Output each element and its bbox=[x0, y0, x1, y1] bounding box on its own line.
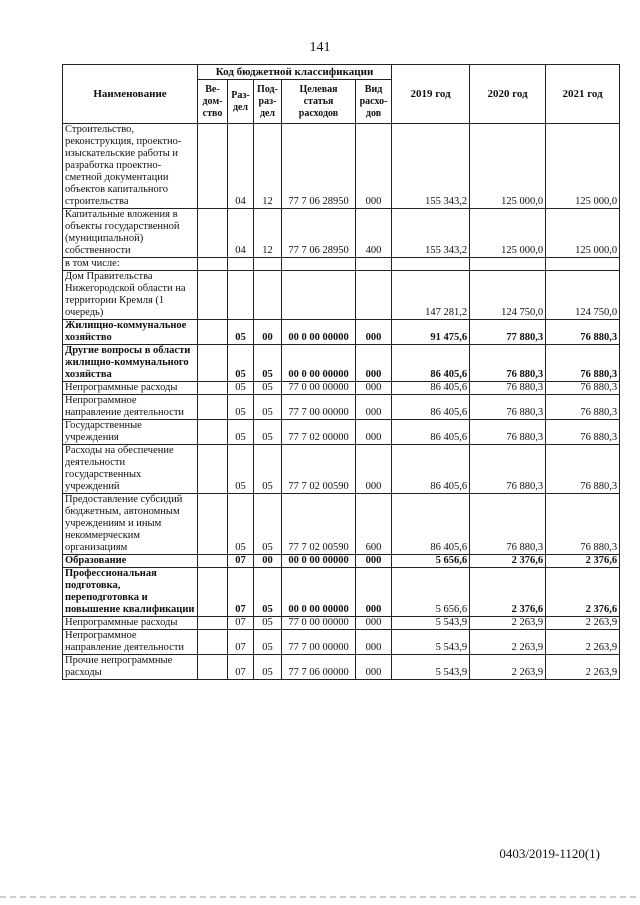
podrazdel-cell: 05 bbox=[254, 445, 282, 494]
row-name-cell: Непрограммные расходы bbox=[63, 617, 198, 630]
year-2019-cell bbox=[392, 258, 470, 271]
podrazdel-cell: 00 bbox=[254, 555, 282, 568]
year-2021-cell: 76 880,3 bbox=[546, 445, 620, 494]
year-2020-cell: 76 880,3 bbox=[470, 494, 546, 555]
target-article-cell: 77 7 02 00590 bbox=[282, 494, 356, 555]
podrazdel-cell: 00 bbox=[254, 320, 282, 345]
year-2019-cell: 86 405,6 bbox=[392, 494, 470, 555]
table-row bbox=[63, 630, 620, 655]
row-name-cell: Образование bbox=[63, 555, 198, 568]
row-name-cell: Непрограммные расходы bbox=[63, 382, 198, 395]
vedomstvo-cell bbox=[198, 445, 228, 494]
expense-type-cell: 000 bbox=[356, 124, 392, 209]
podrazdel-cell: 05 bbox=[254, 617, 282, 630]
podrazdel-cell: 05 bbox=[254, 382, 282, 395]
expense-type-cell: 000 bbox=[356, 395, 392, 420]
vedomstvo-cell bbox=[198, 655, 228, 680]
year-2019-cell: 5 543,9 bbox=[392, 617, 470, 630]
year-2020-cell: 2 376,6 bbox=[470, 555, 546, 568]
year-2019-cell: 86 405,6 bbox=[392, 395, 470, 420]
year-2021-cell: 2 263,9 bbox=[546, 630, 620, 655]
header-year-2020: 2020 год bbox=[470, 65, 546, 124]
year-2019-cell: 86 405,6 bbox=[392, 420, 470, 445]
row-name-cell: Непрограммное направление деятельности bbox=[63, 630, 198, 655]
header-year-2021: 2021 год bbox=[546, 65, 620, 124]
row-name-cell: Профессиональная подготовка, переподготовка и повышение квалификации bbox=[63, 568, 198, 617]
year-2019-cell: 5 543,9 bbox=[392, 655, 470, 680]
podrazdel-cell: 05 bbox=[254, 494, 282, 555]
year-2020-cell bbox=[470, 258, 546, 271]
year-2020-cell: 76 880,3 bbox=[470, 345, 546, 382]
year-2021-cell: 2 263,9 bbox=[546, 655, 620, 680]
row-name-cell: Государственные учреждения bbox=[63, 420, 198, 445]
podrazdel-cell: 05 bbox=[254, 345, 282, 382]
target-article-cell bbox=[282, 258, 356, 271]
expense-type-cell bbox=[356, 258, 392, 271]
table-row bbox=[63, 345, 620, 382]
razdel-cell bbox=[228, 271, 254, 320]
expense-type-cell: 000 bbox=[356, 630, 392, 655]
year-2021-cell bbox=[546, 258, 620, 271]
podrazdel-cell bbox=[254, 258, 282, 271]
expense-type-cell: 000 bbox=[356, 568, 392, 617]
year-2020-cell: 2 263,9 bbox=[470, 655, 546, 680]
podrazdel-cell: 05 bbox=[254, 655, 282, 680]
scan-edge-line bbox=[0, 896, 640, 898]
expense-type-cell: 000 bbox=[356, 617, 392, 630]
year-2021-cell: 76 880,3 bbox=[546, 420, 620, 445]
expense-type-cell: 000 bbox=[356, 382, 392, 395]
vedomstvo-cell bbox=[198, 271, 228, 320]
razdel-cell: 04 bbox=[228, 124, 254, 209]
expense-type-cell: 000 bbox=[356, 555, 392, 568]
expense-type-cell: 000 bbox=[356, 445, 392, 494]
year-2021-cell: 76 880,3 bbox=[546, 320, 620, 345]
target-article-cell bbox=[282, 271, 356, 320]
target-article-cell: 00 0 00 00000 bbox=[282, 320, 356, 345]
table-row bbox=[63, 494, 620, 555]
expense-type-cell: 400 bbox=[356, 209, 392, 258]
year-2019-cell: 155 343,2 bbox=[392, 209, 470, 258]
year-2019-cell: 86 405,6 bbox=[392, 382, 470, 395]
year-2020-cell: 76 880,3 bbox=[470, 445, 546, 494]
razdel-cell: 05 bbox=[228, 382, 254, 395]
table-body bbox=[63, 124, 620, 680]
razdel-cell: 05 bbox=[228, 494, 254, 555]
year-2021-cell: 124 750,0 bbox=[546, 271, 620, 320]
target-article-cell: 77 7 02 00590 bbox=[282, 445, 356, 494]
row-name-cell: Прочие непрограммные расходы bbox=[63, 655, 198, 680]
year-2019-cell: 86 405,6 bbox=[392, 345, 470, 382]
page-number: 141 bbox=[309, 40, 331, 55]
table-row bbox=[63, 124, 620, 209]
header-podrazdel: Под- раз- дел bbox=[254, 80, 282, 124]
razdel-cell: 07 bbox=[228, 555, 254, 568]
razdel-cell: 05 bbox=[228, 345, 254, 382]
vedomstvo-cell bbox=[198, 345, 228, 382]
razdel-cell: 07 bbox=[228, 617, 254, 630]
year-2020-cell: 76 880,3 bbox=[470, 382, 546, 395]
target-article-cell: 77 7 02 00000 bbox=[282, 420, 356, 445]
row-name-cell: Жилищно-коммунальное хозяйство bbox=[63, 320, 198, 345]
row-name-cell: Дом Правительства Нижегородской области на территории Кремля (1 очередь) bbox=[63, 271, 198, 320]
year-2020-cell: 77 880,3 bbox=[470, 320, 546, 345]
year-2019-cell: 5 543,9 bbox=[392, 630, 470, 655]
expense-type-cell: 000 bbox=[356, 420, 392, 445]
row-name-cell: Капитальные вложения в объекты государственной (муниципальной) собственности bbox=[63, 209, 198, 258]
table-row bbox=[63, 320, 620, 345]
year-2020-cell: 2 376,6 bbox=[470, 568, 546, 617]
razdel-cell: 05 bbox=[228, 445, 254, 494]
expense-type-cell: 600 bbox=[356, 494, 392, 555]
expense-type-cell: 000 bbox=[356, 320, 392, 345]
target-article-cell: 77 0 00 00000 bbox=[282, 617, 356, 630]
year-2020-cell: 2 263,9 bbox=[470, 630, 546, 655]
target-article-cell: 00 0 00 00000 bbox=[282, 568, 356, 617]
year-2021-cell: 125 000,0 bbox=[546, 209, 620, 258]
year-2019-cell: 86 405,6 bbox=[392, 445, 470, 494]
year-2019-cell: 5 656,6 bbox=[392, 555, 470, 568]
vedomstvo-cell bbox=[198, 568, 228, 617]
row-name-cell: Другие вопросы в области жилищно-коммунального хозяйства bbox=[63, 345, 198, 382]
year-2021-cell: 76 880,3 bbox=[546, 382, 620, 395]
year-2019-cell: 91 475,6 bbox=[392, 320, 470, 345]
vedomstvo-cell bbox=[198, 617, 228, 630]
table-row bbox=[63, 258, 620, 271]
podrazdel-cell: 12 bbox=[254, 124, 282, 209]
razdel-cell: 07 bbox=[228, 655, 254, 680]
year-2021-cell: 2 376,6 bbox=[546, 555, 620, 568]
table-row bbox=[63, 382, 620, 395]
vedomstvo-cell bbox=[198, 382, 228, 395]
vedomstvo-cell bbox=[198, 395, 228, 420]
header-razdel: Раз- дел bbox=[228, 80, 254, 124]
vedomstvo-cell bbox=[198, 124, 228, 209]
header-budget-code: Код бюджетной классификации bbox=[198, 65, 392, 80]
table-row bbox=[63, 555, 620, 568]
vedomstvo-cell bbox=[198, 320, 228, 345]
vedomstvo-cell bbox=[198, 258, 228, 271]
table-row bbox=[63, 209, 620, 258]
year-2021-cell: 76 880,3 bbox=[546, 345, 620, 382]
table-row bbox=[63, 655, 620, 680]
year-2021-cell: 125 000,0 bbox=[546, 124, 620, 209]
vedomstvo-cell bbox=[198, 630, 228, 655]
vedomstvo-cell bbox=[198, 494, 228, 555]
razdel-cell: 05 bbox=[228, 420, 254, 445]
target-article-cell: 77 7 00 00000 bbox=[282, 630, 356, 655]
expense-type-cell: 000 bbox=[356, 655, 392, 680]
target-article-cell: 77 0 00 00000 bbox=[282, 382, 356, 395]
table-row bbox=[63, 568, 620, 617]
razdel-cell: 05 bbox=[228, 320, 254, 345]
razdel-cell bbox=[228, 258, 254, 271]
table-row bbox=[63, 445, 620, 494]
podrazdel-cell: 12 bbox=[254, 209, 282, 258]
podrazdel-cell: 05 bbox=[254, 420, 282, 445]
podrazdel-cell: 05 bbox=[254, 568, 282, 617]
document-code: 0403/2019-1120(1) bbox=[499, 846, 600, 861]
row-name-cell: Предоставление субсидий бюджетным, автономным учреждениям и иным некоммерческим организациям bbox=[63, 494, 198, 555]
row-name-cell: Расходы на обеспечение деятельности государственных учреждений bbox=[63, 445, 198, 494]
table-row bbox=[63, 617, 620, 630]
row-name-cell: Непрограммное направление деятельности bbox=[63, 395, 198, 420]
year-2021-cell: 2 376,6 bbox=[546, 568, 620, 617]
year-2021-cell: 76 880,3 bbox=[546, 494, 620, 555]
table-row bbox=[63, 271, 620, 320]
row-name-cell: в том числе: bbox=[63, 258, 198, 271]
table-row bbox=[63, 395, 620, 420]
razdel-cell: 07 bbox=[228, 630, 254, 655]
row-name-cell: Строительство, реконструкция, проектно-изыскательские работы и разработка проектно-сметной документации объектов капитального строительства bbox=[63, 124, 198, 209]
year-2020-cell: 125 000,0 bbox=[470, 209, 546, 258]
year-2019-cell: 155 343,2 bbox=[392, 124, 470, 209]
table-row bbox=[63, 420, 620, 445]
header-vedomstvo: Ве- дом- ство bbox=[198, 80, 228, 124]
year-2020-cell: 76 880,3 bbox=[470, 395, 546, 420]
target-article-cell: 00 0 00 00000 bbox=[282, 345, 356, 382]
target-article-cell: 77 7 06 28950 bbox=[282, 124, 356, 209]
razdel-cell: 04 bbox=[228, 209, 254, 258]
podrazdel-cell: 05 bbox=[254, 395, 282, 420]
year-2020-cell: 2 263,9 bbox=[470, 617, 546, 630]
target-article-cell: 77 7 00 00000 bbox=[282, 395, 356, 420]
year-2020-cell: 125 000,0 bbox=[470, 124, 546, 209]
razdel-cell: 07 bbox=[228, 568, 254, 617]
year-2020-cell: 76 880,3 bbox=[470, 420, 546, 445]
year-2021-cell: 2 263,9 bbox=[546, 617, 620, 630]
vedomstvo-cell bbox=[198, 209, 228, 258]
header-vid: Вид расхо- дов bbox=[356, 80, 392, 124]
podrazdel-cell bbox=[254, 271, 282, 320]
podrazdel-cell: 05 bbox=[254, 630, 282, 655]
vedomstvo-cell bbox=[198, 420, 228, 445]
expense-type-cell: 000 bbox=[356, 345, 392, 382]
header-year-2019: 2019 год bbox=[392, 65, 470, 124]
vedomstvo-cell bbox=[198, 555, 228, 568]
target-article-cell: 77 7 06 28950 bbox=[282, 209, 356, 258]
year-2021-cell: 76 880,3 bbox=[546, 395, 620, 420]
budget-table bbox=[62, 64, 620, 680]
year-2019-cell: 147 281,2 bbox=[392, 271, 470, 320]
header-statya: Целевая статья расходов bbox=[282, 80, 356, 124]
expense-type-cell bbox=[356, 271, 392, 320]
header-name: Наименование bbox=[63, 65, 198, 124]
target-article-cell: 00 0 00 00000 bbox=[282, 555, 356, 568]
year-2019-cell: 5 656,6 bbox=[392, 568, 470, 617]
razdel-cell: 05 bbox=[228, 395, 254, 420]
target-article-cell: 77 7 06 00000 bbox=[282, 655, 356, 680]
year-2020-cell: 124 750,0 bbox=[470, 271, 546, 320]
